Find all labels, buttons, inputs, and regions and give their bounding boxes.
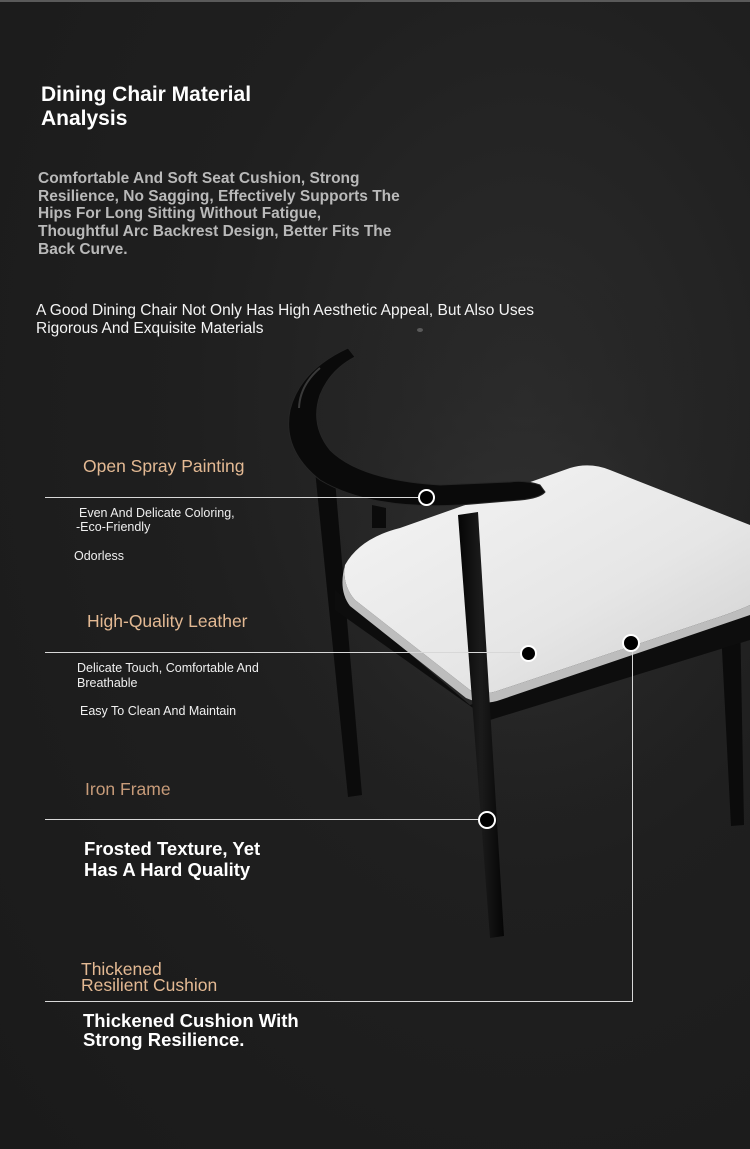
back-connector: [372, 505, 386, 528]
feature-title-cushion-line-2: Resilient Cushion: [81, 975, 218, 995]
spray-detail-1: Even And Delicate Coloring,: [79, 506, 235, 520]
page-title: [41, 83, 341, 131]
cushion-detail-2: Strong Resilience.: [83, 1029, 245, 1050]
description-line: Comfortable And Soft Seat Cushion, Strong: [38, 170, 360, 187]
description-line: Thoughtful Arc Backrest Design, Better Fits The: [38, 223, 392, 241]
callout-dot-leather: [520, 645, 537, 662]
feature-title-leather: High-Quality Leather: [87, 611, 248, 631]
page-title-line-2: Analysis: [41, 107, 128, 130]
description-line: Hips For Long Sitting Without Fatigue,: [38, 205, 322, 223]
callout-line-cushion: [45, 1001, 633, 1002]
subheading-line-1: A Good Dining Chair Not Only Has High Aesthetic Appeal, But Also Uses: [36, 302, 534, 319]
spray-detail-2: -Eco-Friendly: [76, 520, 151, 534]
callout-line-spray-painting: [45, 497, 426, 498]
callout-line-leather: [45, 652, 528, 653]
iron-detail-2: Has A Hard Quality: [84, 859, 251, 880]
leather-detail-1: Delicate Touch, Comfortable And: [77, 661, 259, 675]
cushion-detail-1: Thickened Cushion With: [83, 1010, 299, 1031]
feature-title-spray-painting: Open Spray Painting: [83, 456, 245, 476]
callout-dot-iron-frame: [478, 811, 496, 829]
callout-vertical-line-cushion: [632, 643, 633, 1002]
callout-line-iron-frame: [45, 819, 487, 820]
subheading-line-2: Rigorous And Exquisite Materials: [36, 320, 264, 337]
page-title-line-1: Dining Chair Material: [41, 83, 252, 106]
callout-dot-cushion: [622, 634, 640, 652]
description-line: Back Curve.: [38, 240, 128, 258]
feature-title-cushion-line-1: Thickened: [81, 959, 162, 979]
leather-detail-2: Breathable: [77, 676, 138, 690]
callout-dot-spray-painting: [418, 489, 435, 506]
description-line: Resilience, No Sagging, Effectively Supports The: [38, 187, 400, 205]
intro-description: [38, 170, 418, 259]
feature-title-cushion: [81, 961, 217, 993]
spray-detail-3: Odorless: [74, 549, 125, 563]
feature-title-iron-frame: Iron Frame: [85, 779, 171, 799]
leather-detail-3: Easy To Clean And Maintain: [80, 704, 237, 718]
iron-detail-1: Frosted Texture, Yet: [84, 838, 261, 859]
subheading: [36, 302, 636, 338]
